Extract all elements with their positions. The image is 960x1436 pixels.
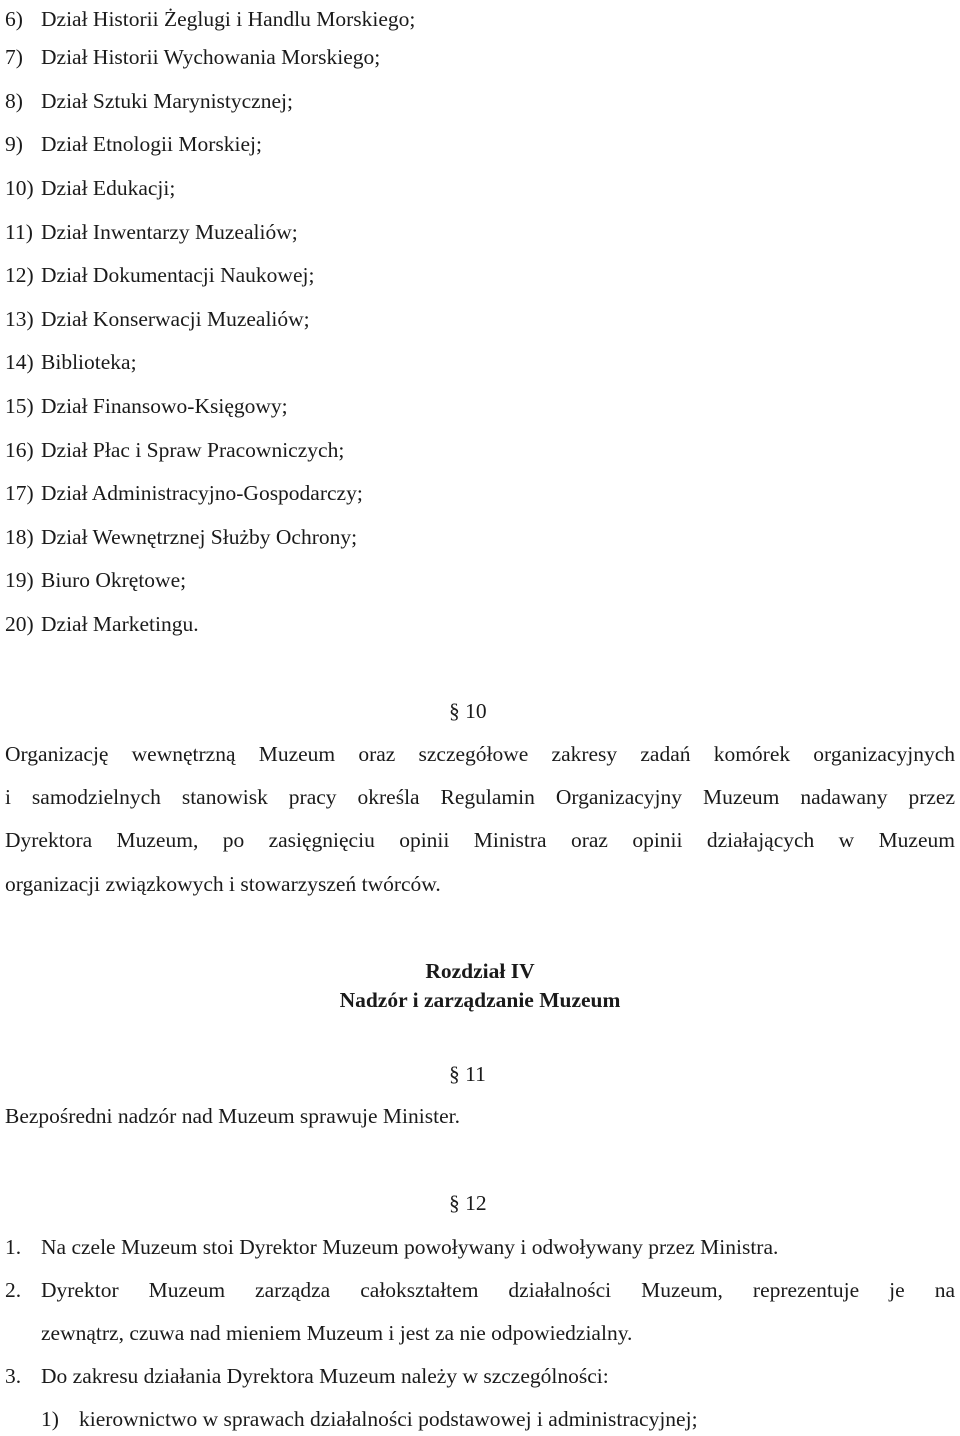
paragraph-line: i samodzielnych stanowisk pracy określa Regulamin Organizacyjny Muzeum nadawany przez [5, 785, 955, 809]
paragraph-line: Bezpośredni nadzór nad Muzeum sprawuje Minister. [5, 1104, 460, 1128]
section-heading: § 12 [449, 1191, 487, 1215]
section-heading: § 10 [449, 699, 487, 723]
list-item: 10) Dział Edukacji; [5, 176, 176, 200]
numbered-item-continuation: zewnątrz, czuwa nad mieniem Muzeum i jest za nie odpowiedzialny. [41, 1321, 633, 1345]
list-item: 13) Dział Konserwacji Muzealiów; [5, 307, 310, 331]
paragraph-line: Organizację wewnętrzną Muzeum oraz szczegółowe zakresy zadań komórek organizacyjnych [5, 742, 955, 766]
list-item: 18) Dział Wewnętrznej Służby Ochrony; [5, 525, 358, 549]
list-item: 11) Dział Inwentarzy Muzealiów; [5, 220, 298, 244]
chapter-number: Rozdział IV [425, 959, 535, 983]
list-item: 12) Dział Dokumentacji Naukowej; [5, 263, 315, 287]
section-heading: § 11 [449, 1062, 486, 1086]
chapter-title: Nadzór i zarządzanie Muzeum [339, 988, 621, 1012]
list-item: 15) Dział Finansowo-Księgowy; [5, 394, 288, 418]
paragraph-line: organizacji związkowych i stowarzyszeń twórców. [5, 872, 441, 896]
list-item: 20) Dział Marketingu. [5, 612, 199, 636]
numbered-item-text: Dyrektor Muzeum zarządza całokształtem działalności Muzeum, reprezentuje je na [41, 1278, 955, 1302]
list-item: 7) Dział Historii Wychowania Morskiego; [5, 45, 381, 69]
list-item: 17) Dział Administracyjno-Gospodarczy; [5, 481, 363, 505]
list-item: 14) Biblioteka; [5, 350, 137, 374]
list-item: 6) Dział Historii Żeglugi i Handlu Morskiego; [5, 7, 416, 31]
list-item: 16) Dział Płac i Spraw Pracowniczych; [5, 438, 345, 462]
list-item: 8) Dział Sztuki Marynistycznej; [5, 89, 293, 113]
paragraph-line: Dyrektora Muzeum, po zasięgnięciu opinii Ministra oraz opinii działających w Muzeum [5, 828, 955, 852]
numbered-item-number: 2. [5, 1278, 22, 1302]
sub-list-item: 1) kierownictwo w sprawach działalności podstawowej i administracyjnej; [41, 1407, 698, 1431]
list-item: 19) Biuro Okrętowe; [5, 568, 187, 592]
list-item: 9) Dział Etnologii Morskiej; [5, 132, 262, 156]
numbered-item: 3. Do zakresu działania Dyrektora Muzeum należy w szczególności: [5, 1364, 609, 1388]
numbered-item: 1. Na czele Muzeum stoi Dyrektor Muzeum powoływany i odwoływany przez Ministra. [5, 1235, 779, 1259]
